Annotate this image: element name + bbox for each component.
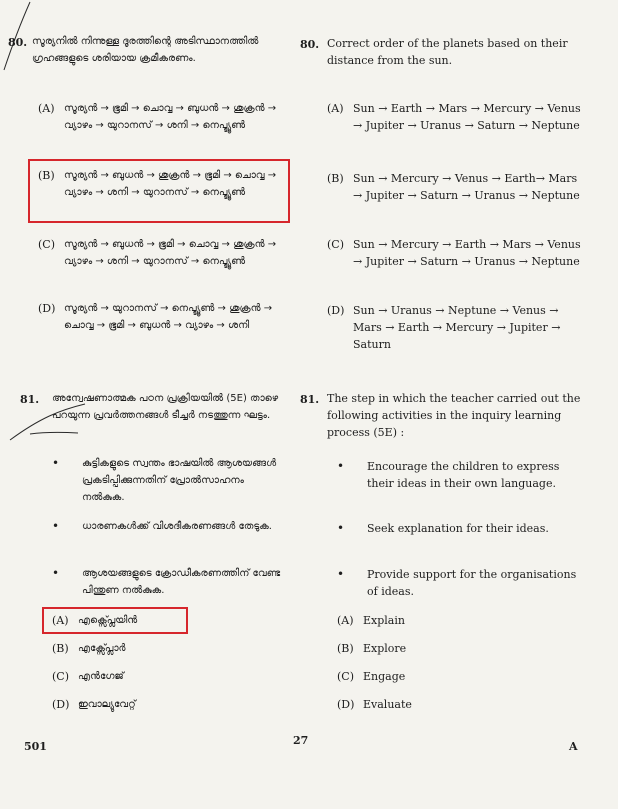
question-80-number-en: 80.: [300, 38, 320, 51]
bullet-icon: •: [337, 521, 345, 535]
q80-en-option-c[interactable]: [327, 236, 582, 270]
option-label: (B): [38, 169, 55, 182]
question-80-text-en: Correct order of the planets based on their distance from the sun.: [327, 37, 568, 67]
q80-en-option-d[interactable]: [327, 302, 582, 353]
bullet-icon: •: [52, 566, 60, 580]
option-label: (A): [52, 614, 69, 627]
bullet-icon: •: [337, 567, 345, 581]
option-text: Explain: [363, 614, 405, 627]
bullet-text: Provide support for the organisations of ideas.: [367, 568, 577, 598]
option-label: (C): [52, 670, 69, 683]
answer-highlight-q81-a: [42, 607, 188, 634]
option-label: (B): [52, 642, 69, 655]
q81-en-bullet-3: [337, 566, 582, 600]
question-81-text-en: The step in which the teacher carried out the following activities in the inquiry learning process (5E) :: [327, 392, 581, 439]
option-text: Explore: [363, 642, 407, 655]
option-label: (B): [327, 172, 344, 185]
option-label: (C): [337, 670, 354, 683]
q81-ml-bullet-2: [52, 518, 284, 535]
question-81-number: 81.: [20, 393, 40, 406]
bullet-text: ധാരണകൾക്ക് വിശദീകരണങ്ങൾ തേടുക.: [82, 521, 272, 532]
option-text: Sun → Uranus → Neptune → Venus → Mars → Earth → Mercury → Jupiter → Saturn: [353, 304, 561, 351]
option-label: (A): [327, 102, 344, 115]
option-text: Sun → Mercury → Venus → Earth→ Mars → Jupiter → Saturn → Uranus → Neptune: [353, 172, 580, 202]
q80-ml-option-c[interactable]: [38, 236, 283, 270]
option-label: (D): [38, 302, 56, 315]
option-label: (D): [327, 304, 345, 317]
option-label: (B): [337, 642, 354, 655]
option-text: Sun → Earth → Mars → Mercury → Venus → Jupiter → Uranus → Saturn → Neptune: [353, 102, 581, 132]
q81-ml-bullet-3: [52, 565, 284, 599]
bullet-icon: •: [52, 519, 60, 533]
q80-en-option-a[interactable]: [327, 100, 582, 134]
option-text: എക്സ്പ്ലോർ: [78, 643, 126, 654]
option-text: Engage: [363, 670, 406, 683]
q81-ml-option-d[interactable]: [52, 696, 232, 713]
q80-en-option-b[interactable]: [327, 170, 582, 204]
q80-ml-option-a[interactable]: [38, 100, 283, 134]
option-label: (C): [327, 238, 344, 251]
q81-en-bullet-1: [337, 458, 582, 492]
q80-ml-option-d[interactable]: [38, 300, 283, 334]
option-label: (C): [38, 238, 55, 251]
page-number: 27: [293, 734, 309, 747]
option-text: Sun → Mercury → Earth → Mars → Venus → Jupiter → Saturn → Uranus → Neptune: [353, 238, 581, 268]
q81-ml-option-c[interactable]: [52, 668, 232, 685]
option-text: എക്സ്പ്ലെയിൻ: [78, 615, 138, 626]
question-80-number: 80.: [8, 36, 28, 49]
option-label: (A): [337, 614, 354, 627]
bullet-text: കുട്ടികളുടെ സ്വന്തം ഭാഷയിൽ ആശയങ്ങൾ പ്രകടിപ്പിക്കുന്നതിന് പ്രോൽസാഹനം നൽകുക.: [82, 458, 277, 503]
bullet-text: Seek explanation for their ideas.: [367, 522, 549, 535]
question-80-text-ml: സൂര്യനിൽ നിന്നുള്ള ദൂരത്തിന്റെ അടിസ്ഥാനത്തിൽ ഗ്രഹങ്ങളുടെ ശരിയായ ക്രമീകരണം.: [32, 36, 259, 64]
q81-en-option-b[interactable]: [337, 640, 517, 657]
bullet-icon: •: [52, 456, 60, 470]
option-text: സൂര്യൻ → ബുധൻ → ശുക്രൻ → ഭൂമി → ചൊവ്വ → വ്യാഴം → ശനി → യുറാനസ് → നെപ്ട്യൂൺ: [64, 170, 277, 198]
option-label: (A): [38, 102, 55, 115]
q81-ml-option-b[interactable]: [52, 640, 232, 657]
q81-en-bullet-2: [337, 520, 582, 537]
question-81-number-en: 81.: [300, 393, 320, 406]
series-letter: A: [569, 740, 578, 753]
option-text: സൂര്യൻ → ബുധൻ → ഭൂമി → ചൊവ്വ → ശുക്രൻ → വ്യാഴം → ശനി → യുറാനസ് → നെപ്ട്യൂൺ: [64, 239, 277, 267]
paper-code: 501: [24, 740, 47, 753]
option-text: സൂര്യൻ → യുറാനസ് → നെപ്ട്യൂൺ → ശുക്രൻ → ചൊവ്വ → ഭൂമി → ബുധൻ → വ്യാഴം → ശനി: [64, 303, 273, 331]
q81-en-option-c[interactable]: [337, 668, 517, 685]
bullet-icon: •: [337, 459, 345, 473]
option-text: Evaluate: [363, 698, 412, 711]
option-label: (D): [52, 698, 70, 711]
option-text: ഇവാല്യുവേറ്റ്: [78, 699, 136, 710]
bullet-text: Encourage the children to express their ideas in their own language.: [367, 460, 560, 490]
question-81-text-ml: അന്വേഷണാത്മക പഠന പ്രക്രിയയിൽ (5E) താഴെ പറയുന്ന പ്രവർത്തനങ്ങൾ ടീച്ചർ നടത്തുന്ന ഘട്ടം.: [52, 393, 279, 421]
q81-ml-bullet-1: [52, 455, 284, 506]
q81-en-option-a[interactable]: [337, 612, 517, 629]
option-text: സൂര്യൻ → ഭൂമി → ചൊവ്വ → ബുധൻ → ശുക്രൻ → വ്യാഴം → യുറാനസ് → ശനി → നെപ്ട്യൂൺ: [64, 103, 277, 131]
q81-en-option-d[interactable]: [337, 696, 517, 713]
option-label: (D): [337, 698, 355, 711]
answer-highlight-q80-b: [28, 159, 290, 223]
bullet-text: ആശയങ്ങളുടെ ക്രോഡീകരണത്തിന് വേണ്ട പിന്തുണ നൽകുക.: [82, 568, 281, 596]
option-text: എൻഗേജ്: [78, 671, 124, 682]
